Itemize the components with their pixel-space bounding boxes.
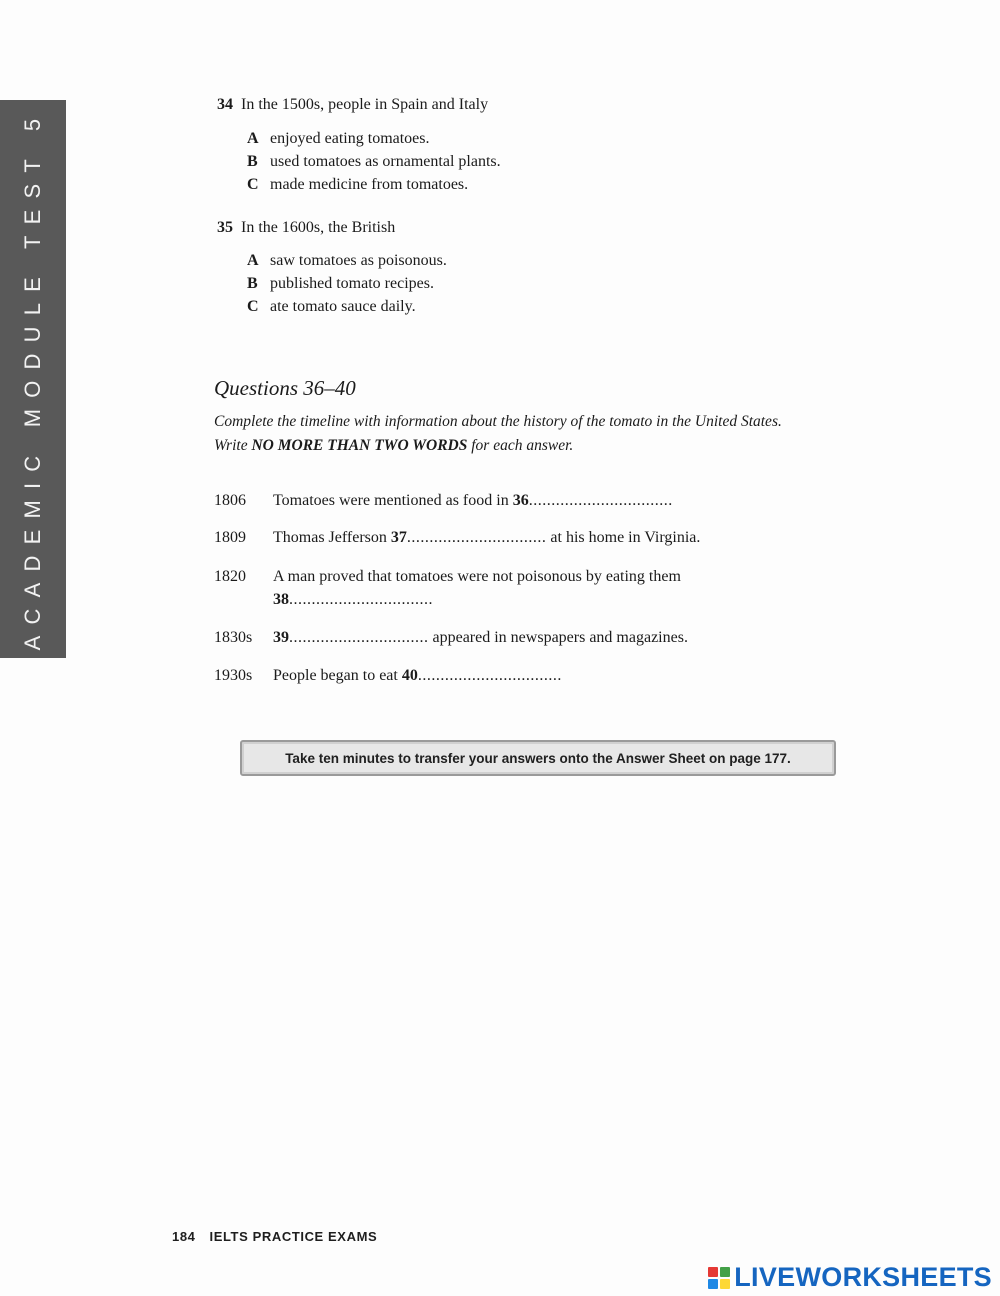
timeline-text-after: appeared in newspapers and magazines. — [428, 629, 688, 646]
option-letter: A — [247, 130, 259, 147]
question-number: 34 — [217, 96, 233, 113]
question-34 — [217, 96, 488, 114]
option-34-b[interactable] — [247, 153, 501, 171]
question-stem: In the 1500s, people in Spain and Italy — [241, 96, 489, 113]
question-number: 35 — [217, 219, 233, 236]
timeline-item-40 — [273, 667, 561, 685]
watermark-text: LIVEWORKSHEETS — [734, 1262, 992, 1292]
timeline-item-39 — [273, 629, 688, 647]
option-text: ate tomato sauce daily. — [270, 298, 416, 315]
timeline-text: Thomas Jefferson — [273, 529, 391, 546]
option-text: saw tomatoes as poisonous. — [270, 252, 447, 269]
instruction-pre: Write — [214, 437, 252, 454]
timeline-item-36 — [273, 492, 672, 510]
timeline-text: People began to eat — [273, 667, 402, 684]
section-title: Questions 36–40 — [214, 376, 356, 400]
timeline-year-1830s: 1830s — [214, 629, 253, 646]
timeline-year-1809: 1809 — [214, 529, 246, 546]
logo-square-blue — [708, 1279, 718, 1289]
answer-number: 37 — [390, 529, 407, 546]
answer-number: 39 — [273, 629, 289, 646]
question-stem: In the 1600s, the British — [241, 219, 396, 236]
instruction-post: for each answer. — [467, 437, 574, 454]
option-letter: C — [247, 298, 259, 315]
question-35 — [217, 219, 395, 237]
logo-square-yellow — [720, 1279, 730, 1289]
timeline-year-1806: 1806 — [214, 492, 246, 509]
option-text: used tomatoes as ornamental plants. — [270, 153, 501, 170]
option-35-a[interactable] — [247, 252, 447, 270]
option-letter: A — [247, 252, 259, 269]
option-34-a[interactable] — [247, 130, 430, 148]
note-text: Take ten minutes to transfer your answers onto the Answer Sheet on page 177. — [285, 750, 791, 766]
timeline-text-after: . — [557, 667, 562, 684]
answer-number: 36 — [512, 492, 529, 509]
timeline-item-38-line-2 — [273, 591, 433, 609]
timeline-year-1820: 1820 — [214, 568, 246, 585]
option-letter: B — [247, 153, 258, 170]
option-text: enjoyed eating tomatoes. — [270, 130, 430, 147]
timeline-year-1930s: 1930s — [214, 667, 253, 684]
page-number: 184 — [172, 1229, 196, 1244]
option-35-c[interactable] — [247, 298, 416, 316]
answer-number: 38 — [273, 591, 289, 608]
option-letter: C — [247, 176, 259, 193]
side-tab — [0, 100, 66, 658]
option-text: made medicine from tomatoes. — [270, 176, 469, 193]
timeline-text-after: . — [668, 492, 673, 509]
timeline-item-38-line-1: A man proved that tomatoes were not poisonous by eating them — [273, 568, 681, 585]
option-35-b[interactable] — [247, 275, 434, 293]
instruction-line-1: Complete the timeline with information about the history of the tomato in the United States. — [214, 413, 782, 430]
instruction-bold: NO MORE THAN TWO WORDS — [251, 437, 468, 454]
book-title: IELTS PRACTICE EXAMS — [209, 1229, 378, 1244]
page-footer — [172, 1229, 377, 1244]
transfer-answers-note — [240, 740, 836, 776]
option-text: published tomato recipes. — [270, 275, 434, 292]
answer-blank-37[interactable]: ............................... — [406, 529, 547, 546]
timeline-text-after: at his home in Virginia. — [546, 529, 701, 546]
instruction-line-2 — [214, 437, 573, 455]
option-letter: B — [247, 275, 258, 292]
answer-blank-40[interactable]: ............................... — [417, 667, 558, 684]
side-tab-label: ACADEMIC MODULE TEST 5 — [20, 107, 45, 651]
liveworksheets-watermark — [708, 1262, 992, 1293]
liveworksheets-logo-icon — [708, 1267, 730, 1289]
answer-number: 40 — [401, 667, 418, 684]
answer-blank-38[interactable]: ............................... — [289, 591, 429, 608]
option-34-c[interactable] — [247, 176, 468, 194]
answer-blank-39[interactable]: ............................... — [289, 629, 429, 646]
timeline-text-after: . — [428, 591, 433, 608]
answer-blank-36[interactable]: ............................... — [528, 492, 669, 509]
logo-square-red — [708, 1267, 718, 1277]
timeline-item-37 — [273, 529, 700, 547]
timeline-text: Tomatoes were mentioned as food in — [273, 492, 513, 509]
logo-square-green — [720, 1267, 730, 1277]
